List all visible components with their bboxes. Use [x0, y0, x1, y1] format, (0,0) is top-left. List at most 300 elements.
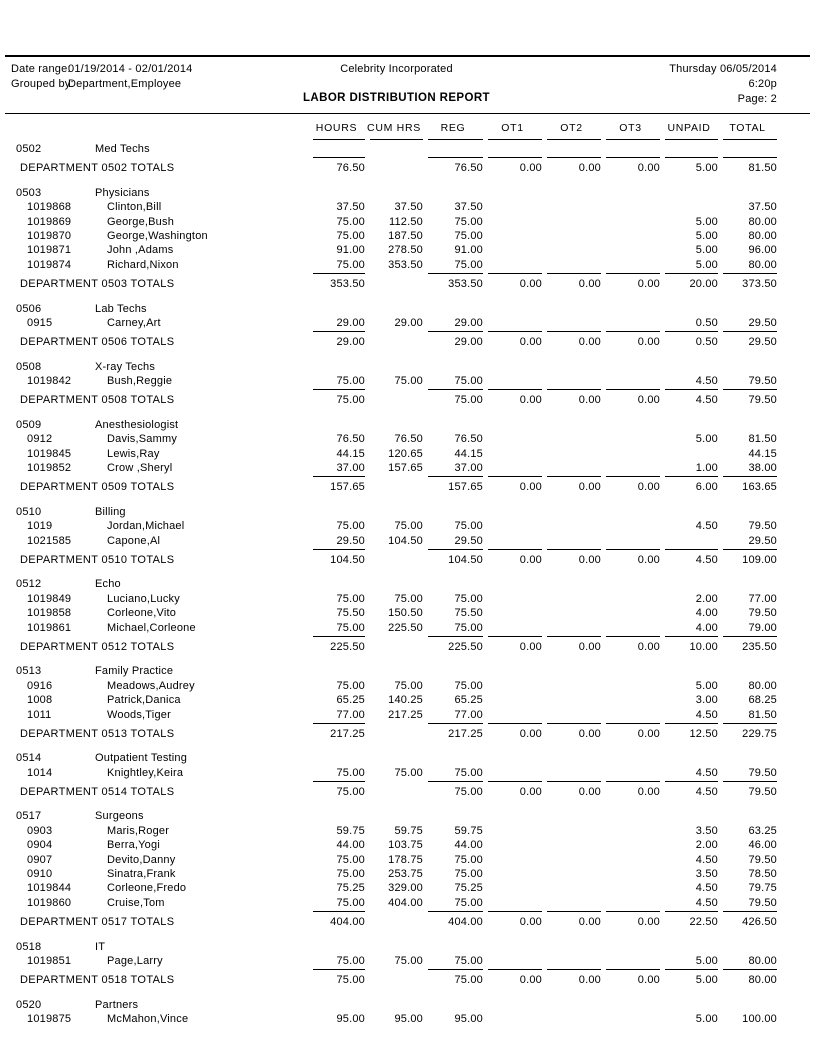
cell-ot1: [483, 215, 542, 229]
cell-hours: 65.25: [336, 694, 365, 707]
cell-ot2: [542, 606, 601, 620]
cell-ot1: [483, 708, 542, 722]
column-underline: [428, 549, 483, 550]
cell-ot3: [601, 215, 660, 229]
cell-total: 79.50: [748, 853, 777, 866]
employee-row: [16, 200, 777, 214]
department-row: [16, 505, 777, 519]
column-underline: [665, 636, 718, 637]
column-underline: [313, 911, 365, 912]
cell-ot1: [483, 374, 542, 388]
cell-cum-hrs: 76.50: [394, 433, 423, 446]
rule-cell-hours: [308, 139, 365, 140]
column-underline: [606, 636, 660, 637]
cell-cum-hrs: 75.00: [394, 375, 423, 388]
department-section: [16, 998, 777, 1027]
rule-cell-ot3: [601, 139, 660, 140]
cell-ot3: [601, 621, 660, 635]
totals-row: [16, 640, 777, 654]
cell-ot2: [542, 838, 601, 852]
rule-cell-ot2: [542, 139, 601, 140]
date-range-value: 01/19/2014 - 02/01/2014: [68, 63, 193, 75]
employee-id: 1019: [27, 520, 53, 533]
column-underline: [665, 911, 718, 912]
column-underline: [665, 139, 718, 140]
totals-row: [16, 915, 777, 929]
cell-total: 37.50: [748, 201, 777, 214]
cell-cum-hrs: 253.75: [388, 868, 423, 881]
totals-cell-reg: 104.50: [448, 553, 483, 566]
totals-cell-ot1: 0.00: [519, 786, 542, 799]
employee-name: McMahon,Vince: [107, 1013, 189, 1026]
column-underline: [723, 389, 777, 390]
employee-name: Davis,Sammy: [107, 433, 178, 446]
column-underline: [488, 549, 542, 550]
totals-cell-ot3: 0.00: [637, 974, 660, 987]
department-name: Physicians: [95, 186, 150, 199]
cell-unpaid: 2.00: [695, 839, 718, 852]
cell-hours: 75.00: [336, 375, 365, 388]
employee-id: 1019874: [27, 258, 72, 271]
employee-name: Capone,Al: [107, 534, 161, 547]
cell-ot3: [601, 374, 660, 388]
rule-spacer: [16, 139, 95, 140]
department-section: [16, 809, 777, 929]
employee-name: Corleone,Vito: [107, 607, 177, 620]
cell-ot2: [542, 679, 601, 693]
cell-unpaid: 5.00: [695, 954, 718, 967]
rule-cell-cum-hrs: [365, 139, 423, 140]
cell-hours: 75.00: [336, 229, 365, 242]
employee-row: [16, 316, 777, 330]
employee-name: Jordan,Michael: [107, 520, 185, 533]
cell-unpaid: 4.00: [695, 607, 718, 620]
totals-cell-cum-hrs: [365, 553, 423, 567]
totals-label: DEPARTMENT 0513 TOTALS: [20, 727, 175, 740]
cell-reg: 29.50: [454, 534, 483, 547]
column-underline: [665, 723, 718, 724]
cell-hours: 29.00: [336, 316, 365, 329]
cell-unpaid: 4.50: [695, 375, 718, 388]
employee-row: [16, 853, 777, 867]
cell-ot3: [601, 693, 660, 707]
totals-cell-ot2: 0.00: [578, 727, 601, 740]
company-name: Celebrity Incorporated: [340, 63, 453, 75]
totals-cell-reg: 157.65: [448, 481, 483, 494]
cell-hours: 59.75: [336, 824, 365, 837]
totals-cell-ot3: 0.00: [637, 394, 660, 407]
totals-cell-unpaid: 22.50: [689, 916, 718, 929]
department-row: [16, 302, 777, 316]
cell-total: 78.50: [748, 868, 777, 881]
cell-hours: 44.15: [336, 447, 365, 460]
cell-ot3: [601, 243, 660, 257]
cell-unpaid: 4.50: [695, 708, 718, 721]
cell-ot2: [542, 200, 601, 214]
cell-unpaid: 5.00: [695, 1013, 718, 1026]
department-code: 0502: [16, 143, 42, 155]
column-underline: [547, 331, 601, 332]
column-underline: [313, 636, 365, 637]
cell-hours: 91.00: [336, 244, 365, 257]
department-section: [16, 302, 777, 350]
cell-hours: 37.00: [336, 462, 365, 475]
totals-cell-ot3: 0.00: [637, 640, 660, 653]
cell-total: 68.25: [748, 694, 777, 707]
column-underline: [665, 389, 718, 390]
department-section: [16, 505, 777, 568]
department-name: Anesthesiologist: [95, 418, 179, 431]
totals-cell-ot3: 0.00: [637, 786, 660, 799]
cell-ot2: [542, 243, 601, 257]
totals-cell-ot1: 0.00: [519, 916, 542, 929]
totals-row: [16, 277, 777, 291]
employee-row: [16, 592, 777, 606]
totals-cell-unpaid: 5.00: [695, 974, 718, 987]
employee-name: Bush,Reggie: [107, 375, 173, 388]
totals-label: DEPARTMENT 0517 TOTALS: [20, 916, 175, 929]
totals-cell-unpaid: 20.00: [689, 278, 718, 291]
employee-id: 0916: [27, 679, 53, 692]
column-underline: [606, 273, 660, 274]
employee-row: [16, 215, 777, 229]
column-underline: [428, 911, 483, 912]
employee-id: 1019875: [27, 1013, 72, 1026]
cell-hours: 75.00: [336, 679, 365, 692]
employee-row: [16, 432, 777, 446]
totals-cell-ot1: 0.00: [519, 162, 542, 175]
cell-reg: 91.00: [454, 244, 483, 257]
cell-hours: 75.25: [336, 882, 365, 895]
cell-ot2: [542, 592, 601, 606]
cell-cum-hrs: 140.25: [388, 694, 423, 707]
totals-cell-reg: 75.00: [454, 974, 483, 987]
cell-ot1: [483, 606, 542, 620]
department-code: 0508: [16, 360, 42, 373]
employee-name: Patrick,Danica: [107, 694, 181, 707]
cell-cum-hrs: 95.00: [394, 1013, 423, 1026]
column-underline: [723, 139, 777, 140]
employee-id: 1019861: [27, 621, 72, 634]
column-underline: [428, 389, 483, 390]
totals-label: DEPARTMENT 0509 TOTALS: [20, 481, 175, 494]
cell-hours: 75.00: [336, 592, 365, 605]
employee-id: 1021585: [27, 534, 72, 547]
cell-ot1: [483, 679, 542, 693]
employee-name: Devito,Danny: [107, 853, 176, 866]
cell-cum-hrs: 178.75: [388, 853, 423, 866]
totals-cell-total: 79.50: [748, 786, 777, 799]
totals-label: DEPARTMENT 0503 TOTALS: [20, 278, 175, 291]
employee-id: 1019868: [27, 201, 72, 214]
totals-cell-total: 373.50: [742, 278, 777, 291]
cell-cum-hrs: 329.00: [388, 882, 423, 895]
cell-unpaid: 5.00: [695, 433, 718, 446]
column-underline: [606, 723, 660, 724]
employee-name: Michael,Corleone: [107, 621, 196, 634]
employee-name: Sinatra,Frank: [107, 868, 176, 881]
cell-unpaid: [660, 200, 718, 214]
column-underline: [428, 273, 483, 274]
cell-ot2: [542, 374, 601, 388]
employee-name: Richard,Nixon: [107, 258, 179, 271]
column-underline: [488, 476, 542, 477]
cell-reg: 65.25: [454, 694, 483, 707]
column-underline: [606, 969, 660, 970]
totals-cell-cum-hrs: [365, 335, 423, 349]
column-header-ot2: OT2: [560, 122, 583, 134]
column-header-reg: REG: [440, 122, 466, 134]
cell-ot3: [601, 1012, 660, 1026]
report-table: [16, 120, 777, 1027]
cell-hours: 77.00: [336, 708, 365, 721]
cell-cum-hrs: 37.50: [394, 201, 423, 214]
cell-total: 29.50: [748, 316, 777, 329]
column-underline: [723, 781, 777, 782]
cell-cum-hrs: 278.50: [388, 244, 423, 257]
totals-cell-reg: 217.25: [448, 727, 483, 740]
cell-ot1: [483, 519, 542, 533]
totals-cell-total: 29.50: [748, 336, 777, 349]
employee-row: [16, 838, 777, 852]
employee-id: 1019845: [27, 447, 72, 460]
department-code: 0520: [16, 998, 42, 1011]
cell-ot2: [542, 896, 601, 910]
cell-reg: 75.00: [454, 215, 483, 228]
cell-cum-hrs: 404.00: [388, 896, 423, 909]
cell-ot2: [542, 853, 601, 867]
totals-cell-hours: 29.00: [336, 336, 365, 349]
column-underline: [547, 969, 601, 970]
department-code: 0518: [16, 940, 42, 953]
cell-ot3: [601, 606, 660, 620]
cell-ot3: [601, 534, 660, 548]
column-underline: [723, 273, 777, 274]
cell-ot2: [542, 447, 601, 461]
cell-ot1: [483, 200, 542, 214]
department-row: [16, 998, 777, 1012]
totals-cell-ot2: 0.00: [578, 278, 601, 291]
page-number: Page: 2: [737, 93, 777, 105]
cell-ot1: [483, 693, 542, 707]
department-name: Echo: [95, 578, 121, 591]
department-code: 0510: [16, 505, 42, 518]
employee-id: 1019870: [27, 229, 72, 242]
employee-id: 1014: [27, 766, 53, 779]
column-underline: [488, 139, 542, 140]
column-underline: [313, 723, 365, 724]
totals-label: DEPARTMENT 0512 TOTALS: [20, 640, 175, 653]
cell-reg: 75.00: [454, 896, 483, 909]
employee-row: [16, 679, 777, 693]
column-underline: [723, 911, 777, 912]
column-underline: [665, 476, 718, 477]
department-section: [16, 664, 777, 741]
department-name: X-ray Techs: [95, 360, 156, 373]
employee-row: [16, 1012, 777, 1026]
cell-ot1: [483, 621, 542, 635]
totals-cell-total: 426.50: [742, 916, 777, 929]
cell-ot3: [601, 679, 660, 693]
cell-ot2: [542, 954, 601, 968]
cell-cum-hrs: 104.50: [388, 534, 423, 547]
column-underline: [313, 476, 365, 477]
header-center-block: [16, 62, 777, 104]
cell-hours: 75.00: [336, 954, 365, 967]
totals-cell-hours: 157.65: [330, 481, 365, 494]
totals-cell-cum-hrs: [365, 480, 423, 494]
employee-name: Meadows,Audrey: [107, 679, 195, 692]
cell-total: 63.25: [748, 824, 777, 837]
cell-ot1: [483, 432, 542, 446]
cell-cum-hrs: 29.00: [394, 316, 423, 329]
cell-ot1: [483, 243, 542, 257]
totals-cell-ot2: 0.00: [578, 481, 601, 494]
employee-id: 0912: [27, 433, 53, 446]
cell-hours: 75.00: [336, 258, 365, 271]
department-name: Surgeons: [95, 810, 144, 823]
cell-ot3: [601, 200, 660, 214]
totals-label: DEPARTMENT 0510 TOTALS: [20, 553, 175, 566]
cell-unpaid: 4.50: [695, 766, 718, 779]
cell-hours: 75.00: [336, 215, 365, 228]
column-underline: [723, 636, 777, 637]
employee-name: Luciano,Lucky: [107, 592, 180, 605]
totals-cell-cum-hrs: [365, 915, 423, 929]
cell-ot2: [542, 766, 601, 780]
employee-row: [16, 447, 777, 461]
cell-reg: 44.15: [454, 447, 483, 460]
cell-ot2: [542, 1012, 601, 1026]
cell-reg: 76.50: [454, 433, 483, 446]
cell-total: 81.50: [748, 708, 777, 721]
totals-cell-ot1: 0.00: [519, 394, 542, 407]
cell-ot2: [542, 708, 601, 722]
department-name: Lab Techs: [95, 302, 147, 315]
cell-ot2: [542, 519, 601, 533]
cell-cum-hrs: 353.50: [388, 258, 423, 271]
department-section: [16, 418, 777, 495]
totals-cell-ot2: 0.00: [578, 553, 601, 566]
cell-total: 38.00: [748, 462, 777, 475]
cell-ot1: [483, 881, 542, 895]
totals-cell-ot3: 0.00: [637, 727, 660, 740]
cell-cum-hrs: 157.65: [388, 462, 423, 475]
totals-cell-unpaid: 5.00: [695, 162, 718, 175]
column-underline: [606, 549, 660, 550]
employee-row: [16, 534, 777, 548]
employee-id: 0910: [27, 868, 53, 881]
employee-id: 1019849: [27, 592, 72, 605]
employee-name: Knightley,Keira: [107, 766, 184, 779]
column-underline: [488, 636, 542, 637]
cell-hours: 75.00: [336, 766, 365, 779]
totals-cell-reg: 29.00: [454, 336, 483, 349]
totals-cell-reg: 353.50: [448, 278, 483, 291]
department-row: [16, 142, 777, 156]
column-underline: [428, 331, 483, 332]
department-row: [16, 940, 777, 954]
column-underline: [313, 549, 365, 550]
cell-reg: 75.50: [454, 607, 483, 620]
employee-id: 1019871: [27, 244, 72, 257]
cell-ot3: [601, 258, 660, 272]
column-underline: [428, 969, 483, 970]
employee-id: 0904: [27, 839, 53, 852]
cell-total: 80.00: [748, 215, 777, 228]
cell-cum-hrs: 75.00: [394, 679, 423, 692]
cell-unpaid: 3.50: [695, 868, 718, 881]
totals-cell-unpaid: 10.00: [689, 640, 718, 653]
cell-total: 79.50: [748, 766, 777, 779]
employee-name: Woods,Tiger: [107, 708, 171, 721]
cell-ot3: [601, 592, 660, 606]
cell-cum-hrs: 150.50: [388, 607, 423, 620]
report-title: LABOR DISTRIBUTION REPORT: [303, 92, 490, 104]
column-underline: [488, 273, 542, 274]
totals-cell-reg: 404.00: [448, 916, 483, 929]
employee-id: 0907: [27, 853, 53, 866]
department-code: 0517: [16, 810, 42, 823]
cell-cum-hrs: 120.65: [388, 447, 423, 460]
cell-ot1: [483, 592, 542, 606]
cell-ot2: [542, 316, 601, 330]
department-row: [16, 360, 777, 374]
department-row: [16, 751, 777, 765]
totals-label: DEPARTMENT 0502 TOTALS: [20, 162, 175, 175]
cell-reg: 95.00: [454, 1013, 483, 1026]
cell-unpaid: [660, 447, 718, 461]
cell-total: 29.50: [748, 534, 777, 547]
cell-cum-hrs: 112.50: [388, 215, 423, 228]
employee-name: George,Washington: [107, 229, 208, 242]
column-underline: [665, 969, 718, 970]
totals-cell-hours: 404.00: [330, 916, 365, 929]
cell-cum-hrs: 217.25: [388, 708, 423, 721]
column-header-total: TOTAL: [729, 122, 766, 134]
cell-hours: 37.50: [336, 201, 365, 214]
department-section: [16, 360, 777, 408]
column-underline: [488, 781, 542, 782]
cell-unpaid: 3.50: [695, 824, 718, 837]
cell-total: 81.50: [748, 433, 777, 446]
totals-cell-ot1: 0.00: [519, 974, 542, 987]
cell-cum-hrs: 225.50: [388, 621, 423, 634]
rule-cell-reg: [423, 139, 483, 140]
cell-unpaid: 5.00: [695, 679, 718, 692]
cell-total: 79.75: [748, 882, 777, 895]
column-underline: [313, 781, 365, 782]
column-underline: [547, 476, 601, 477]
department-row: [16, 418, 777, 432]
totals-cell-total: 109.00: [742, 553, 777, 566]
department-name: Partners: [95, 998, 139, 1011]
cell-ot3: [601, 447, 660, 461]
totals-row: [16, 161, 777, 175]
column-underline: [313, 969, 365, 970]
employee-name: Clinton,Bill: [107, 201, 162, 214]
column-underline: [723, 549, 777, 550]
cell-cum-hrs: 75.00: [394, 520, 423, 533]
totals-label: DEPARTMENT 0506 TOTALS: [20, 336, 175, 349]
cell-ot3: [601, 867, 660, 881]
cell-hours: 95.00: [336, 1013, 365, 1026]
totals-cell-reg: 75.00: [454, 394, 483, 407]
column-underline: [606, 139, 660, 140]
totals-cell-hours: 353.50: [330, 278, 365, 291]
cell-ot1: [483, 766, 542, 780]
cell-ot1: [483, 838, 542, 852]
